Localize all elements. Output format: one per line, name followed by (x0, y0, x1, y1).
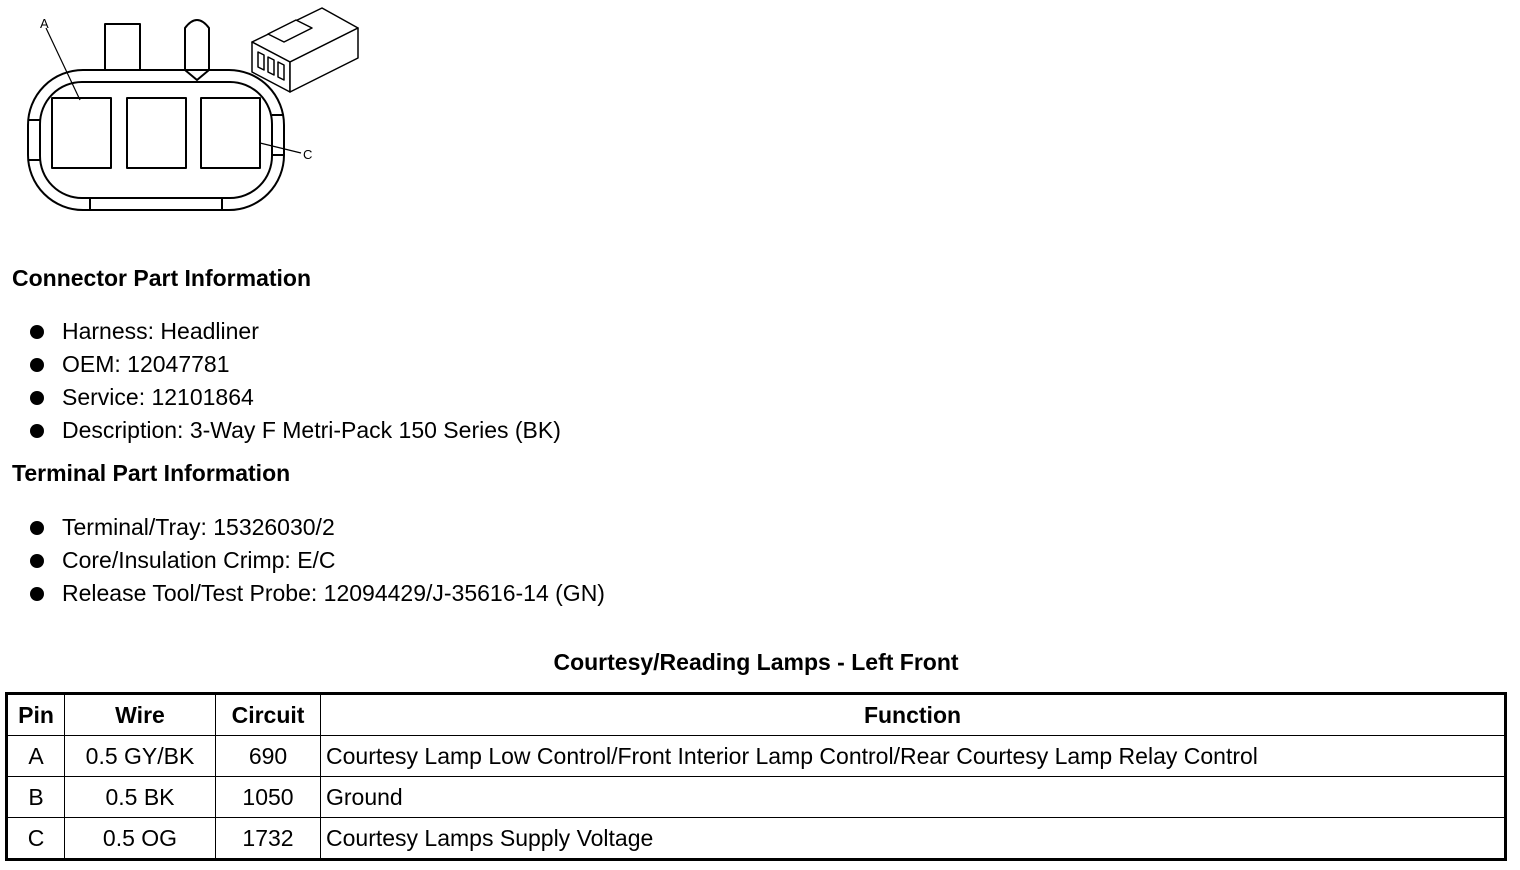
cell-wire: 0.5 GY/BK (65, 736, 216, 777)
cell-circuit: 1732 (216, 818, 321, 860)
cell-pin: B (7, 777, 65, 818)
cell-wire: 0.5 OG (65, 818, 216, 860)
header-function: Function (321, 694, 1506, 736)
pin-a-label: A (40, 16, 49, 31)
list-item-text: OEM: 12047781 (62, 351, 230, 377)
terminal-info-list (28, 511, 605, 610)
bullet-icon (30, 325, 44, 339)
list-item (28, 381, 561, 414)
list-item-text: Terminal/Tray: 15326030/2 (62, 514, 335, 540)
table-row (7, 777, 1506, 818)
header-wire: Wire (65, 694, 216, 736)
bullet-icon (30, 424, 44, 438)
list-item (28, 315, 561, 348)
cell-function: Courtesy Lamp Low Control/Front Interior Lamp Control/Rear Courtesy Lamp Relay Control (321, 736, 1506, 777)
pin-c-label: C (303, 147, 313, 162)
cell-pin: C (7, 818, 65, 860)
cell-function: Ground (321, 777, 1506, 818)
cell-function: Courtesy Lamps Supply Voltage (321, 818, 1506, 860)
cell-pin: A (7, 736, 65, 777)
list-item (28, 348, 561, 381)
connector-info-heading: Connector Part Information (12, 265, 312, 291)
list-item-text: Description: 3-Way F Metri-Pack 150 Series (BK) (62, 417, 561, 443)
cell-circuit: 690 (216, 736, 321, 777)
table-header-row (7, 694, 1506, 736)
cell-wire: 0.5 BK (65, 777, 216, 818)
table-row (7, 736, 1506, 777)
list-item (28, 544, 605, 577)
header-pin: Pin (7, 694, 65, 736)
cell-circuit: 1050 (216, 777, 321, 818)
list-item-text: Harness: Headliner (62, 318, 259, 344)
list-item (28, 511, 605, 544)
bullet-icon (30, 554, 44, 568)
list-item (28, 414, 561, 447)
table-title: Courtesy/Reading Lamps - Left Front (553, 649, 959, 675)
list-item-text: Release Tool/Test Probe: 12094429/J-35616-14 (GN) (62, 580, 605, 606)
bullet-icon (30, 521, 44, 535)
connector-face-diagram (0, 0, 380, 225)
table-row (7, 818, 1506, 860)
header-circuit: Circuit (216, 694, 321, 736)
list-item-text: Core/Insulation Crimp: E/C (62, 547, 336, 573)
list-item-text: Service: 12101864 (62, 384, 254, 410)
bullet-icon (30, 358, 44, 372)
connector-info-list (28, 315, 561, 447)
bullet-icon (30, 587, 44, 601)
list-item (28, 577, 605, 610)
pinout-table (5, 692, 1507, 861)
terminal-info-heading: Terminal Part Information (12, 460, 291, 486)
connector-isometric-icon (252, 8, 358, 92)
bullet-icon (30, 391, 44, 405)
